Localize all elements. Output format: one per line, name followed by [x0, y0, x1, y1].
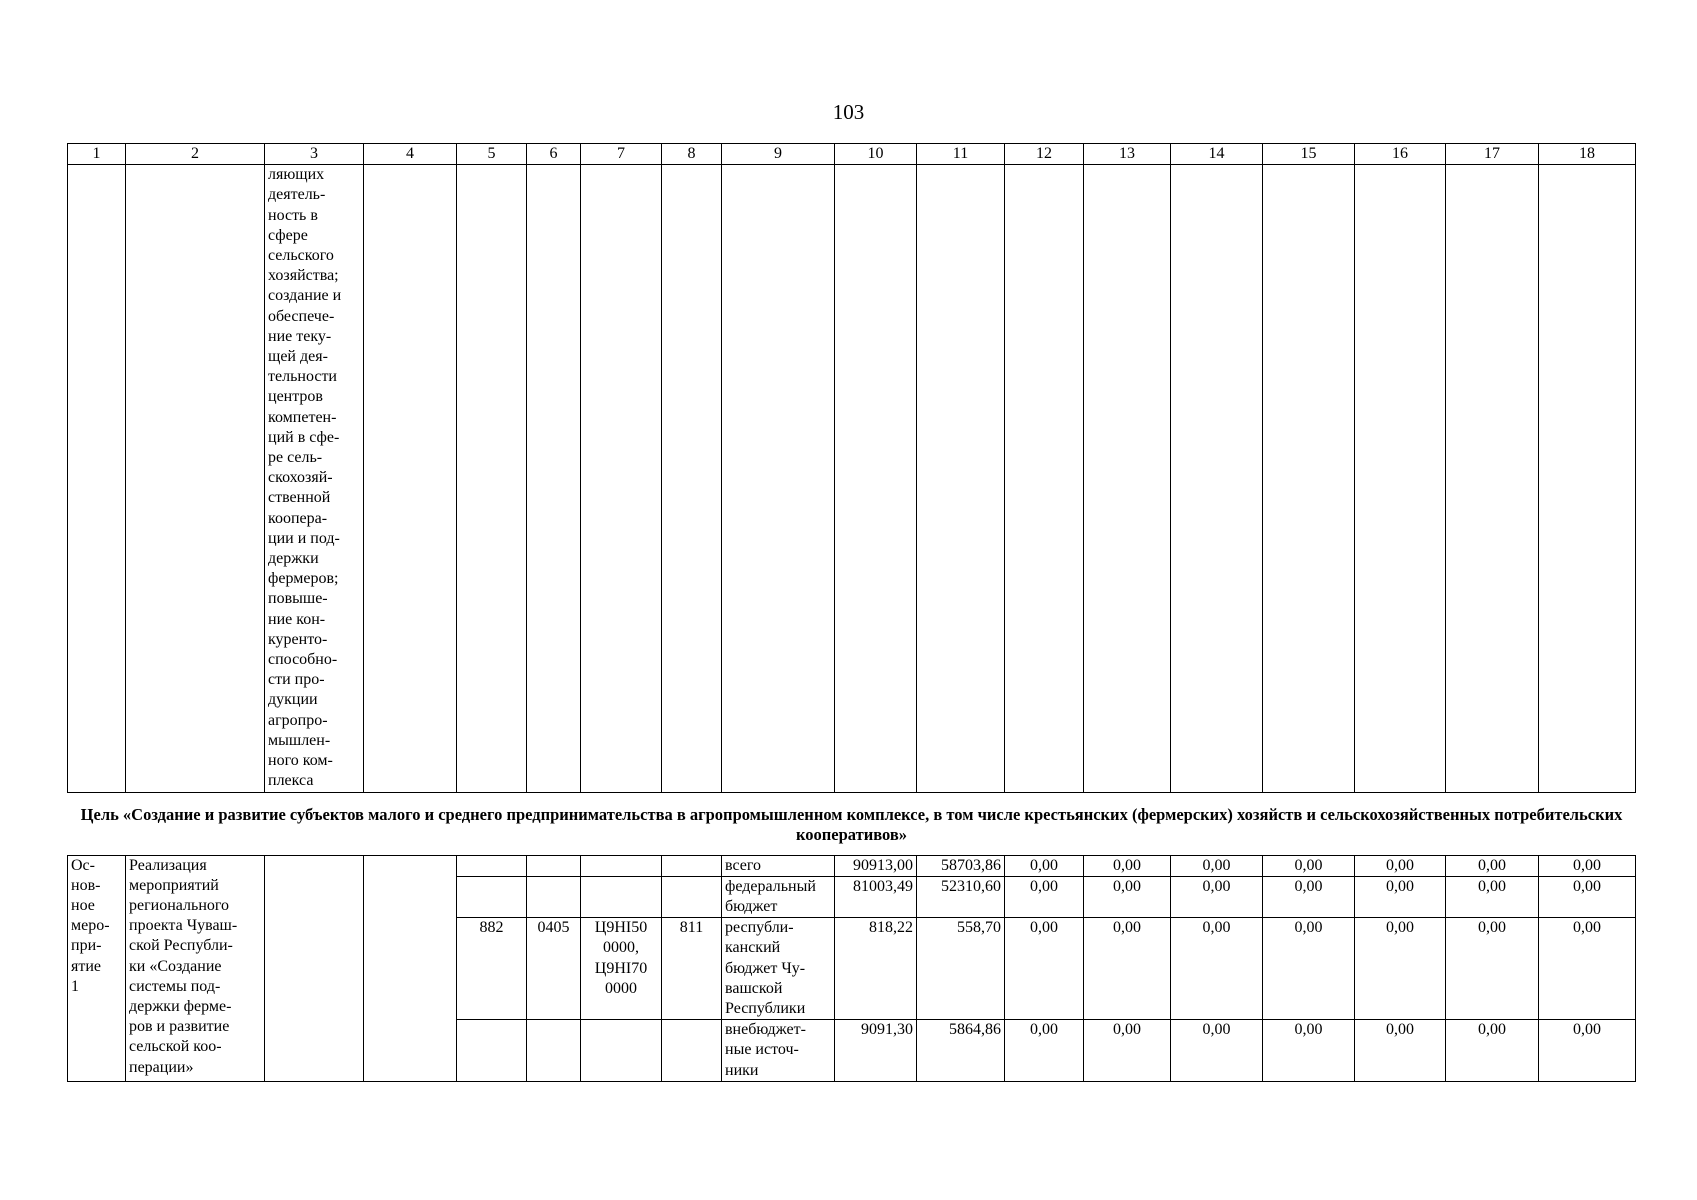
funding-value: 9091,30: [835, 1020, 917, 1082]
col-header-14: 14: [1171, 144, 1263, 165]
program-table: [67, 143, 1636, 1082]
funding-source: внебюджет- ные источ- ники: [722, 1020, 835, 1082]
col-header-18: 18: [1539, 144, 1636, 165]
funding-value: 0,00: [1005, 855, 1084, 876]
csr-code: Ц9НI50 0000, Ц9НI70 0000: [581, 918, 662, 1020]
funding-value: 0,00: [1171, 1020, 1263, 1082]
funding-row-total: [68, 855, 1636, 876]
funding-source: федеральный бюджет: [722, 876, 835, 917]
funding-value: 0,00: [1171, 918, 1263, 1020]
funding-value: 81003,49: [835, 876, 917, 917]
funding-value: 58703,86: [917, 855, 1005, 876]
goal-row: [68, 792, 1636, 855]
vr-code: 811: [662, 918, 722, 1020]
funding-value: 0,00: [1084, 1020, 1171, 1082]
funding-value: 0,00: [1446, 1020, 1539, 1082]
funding-source: всего: [722, 855, 835, 876]
col-header-3: 3: [265, 144, 364, 165]
col-header-12: 12: [1005, 144, 1084, 165]
funding-value: 0,00: [1539, 876, 1636, 917]
column-number-header: [68, 144, 1636, 165]
funding-value: 558,70: [917, 918, 1005, 1020]
funding-value: 0,00: [1171, 876, 1263, 917]
col-header-1: 1: [68, 144, 126, 165]
funding-value: 0,00: [1171, 855, 1263, 876]
funding-value: 90913,00: [835, 855, 917, 876]
continued-objectives-text: ляющих деятель- ность в сфере сельского хозяйства; создание и обеспече- ние теку- щей дея- тельности центров компетен- ций в сфе- ре сель- скохозяй- ственной коопера- ции и под- держки фермеров; повыше- ние кон- куренто- способно- сти про- дукции агропро- мышлен- ного ком- плекса: [265, 165, 364, 792]
funding-value: 0,00: [1263, 855, 1355, 876]
col-header-11: 11: [917, 144, 1005, 165]
funding-value: 0,00: [1539, 1020, 1636, 1082]
col-header-2: 2: [126, 144, 265, 165]
funding-value: 0,00: [1355, 918, 1446, 1020]
funding-value: 0,00: [1446, 855, 1539, 876]
funding-value: 0,00: [1005, 1020, 1084, 1082]
funding-value: 0,00: [1263, 876, 1355, 917]
col-header-15: 15: [1263, 144, 1355, 165]
page-number: 103: [832, 100, 865, 124]
funding-value: 0,00: [1084, 855, 1171, 876]
col-header-16: 16: [1355, 144, 1446, 165]
col-header-10: 10: [835, 144, 917, 165]
funding-value: 0,00: [1005, 876, 1084, 917]
funding-source: республи- канский бюджет Чу- вашской Республики: [722, 918, 835, 1020]
funding-value: 0,00: [1263, 918, 1355, 1020]
goal-heading: Цель «Создание и развитие субъектов малого и среднего предпринимательства в агропромышленном комплексе, в том числе крестьянских (фермерских) хозяйств и сельскохозяйственных потребительских кооперативов»: [68, 792, 1636, 855]
col-header-7: 7: [581, 144, 662, 165]
col-header-4: 4: [364, 144, 457, 165]
funding-value: 0,00: [1355, 855, 1446, 876]
funding-value: 0,00: [1446, 918, 1539, 1020]
event-title: Реализация мероприятий регионального проекта Чуваш- ской Республи- ки «Создание системы под- держки ферме- ров и развитие сельской коо- перации»: [126, 855, 265, 1081]
funding-value: 0,00: [1355, 1020, 1446, 1082]
col-header-6: 6: [527, 144, 581, 165]
funding-value: 0,00: [1263, 1020, 1355, 1082]
funding-value: 0,00: [1084, 876, 1171, 917]
funding-value: 5864,86: [917, 1020, 1005, 1082]
continued-row: [68, 165, 1636, 792]
funding-value: 0,00: [1539, 918, 1636, 1020]
funding-value: 0,00: [1084, 918, 1171, 1020]
col-header-5: 5: [457, 144, 527, 165]
col-header-13: 13: [1084, 144, 1171, 165]
event-label: Ос- нов- ное меро- при- ятие 1: [68, 855, 126, 1081]
funding-value: 0,00: [1005, 918, 1084, 1020]
gr-code: 882: [457, 918, 527, 1020]
funding-value: 818,22: [835, 918, 917, 1020]
funding-value: 0,00: [1355, 876, 1446, 917]
col-header-8: 8: [662, 144, 722, 165]
funding-value: 0,00: [1539, 855, 1636, 876]
funding-value: 52310,60: [917, 876, 1005, 917]
col-header-17: 17: [1446, 144, 1539, 165]
rz-pr-code: 0405: [527, 918, 581, 1020]
col-header-9: 9: [722, 144, 835, 165]
funding-value: 0,00: [1446, 876, 1539, 917]
